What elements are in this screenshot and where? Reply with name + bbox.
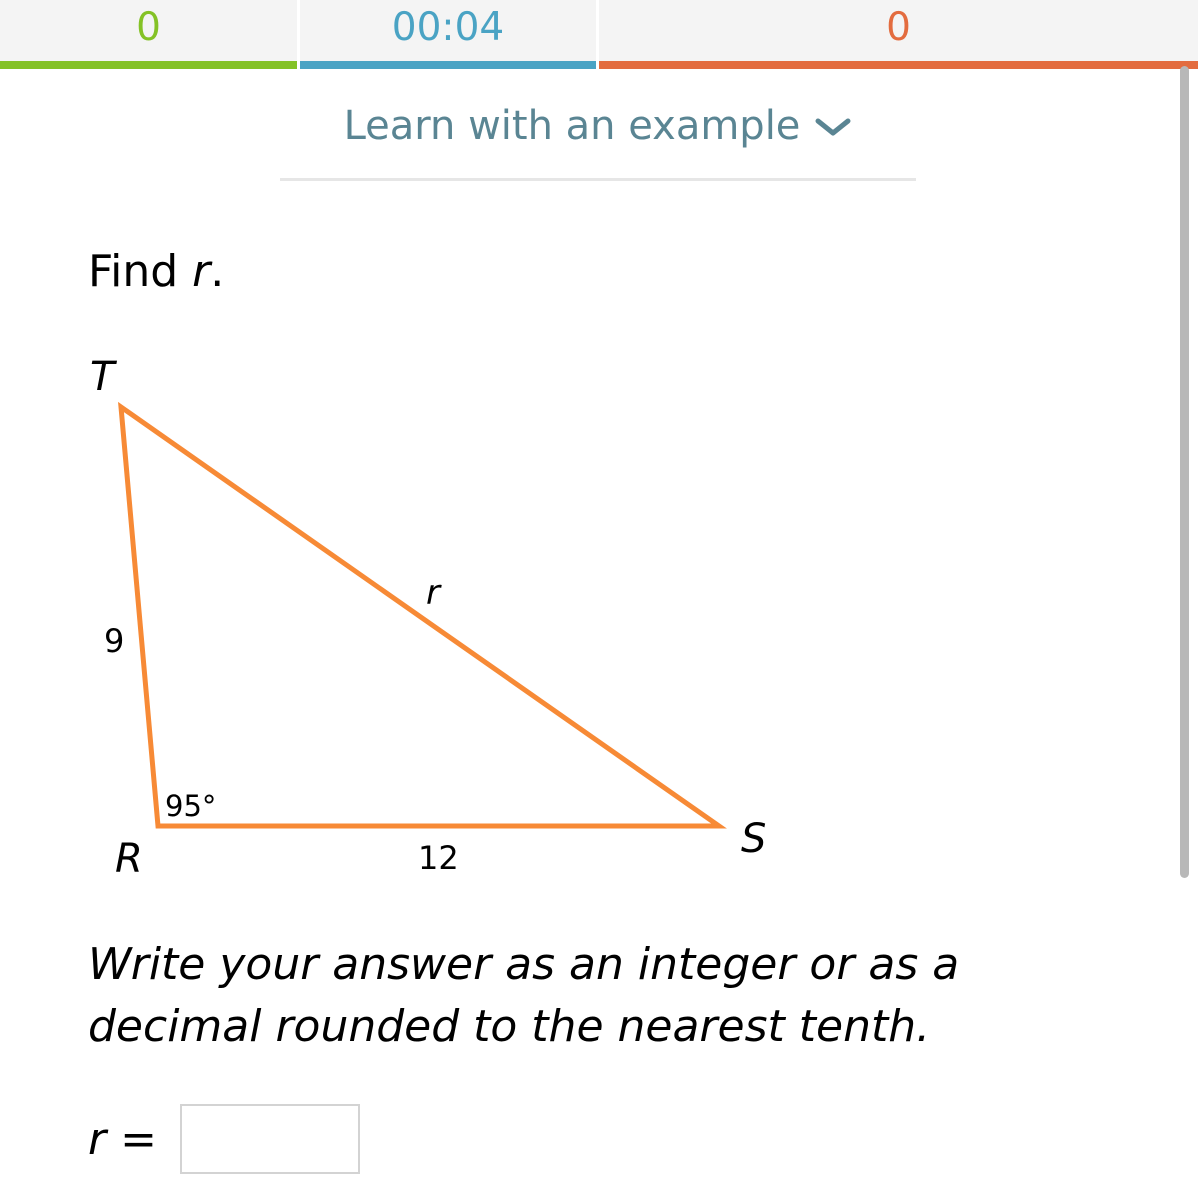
answer-input[interactable] <box>180 1104 360 1174</box>
vertex-label-t: T <box>90 354 115 400</box>
smart-score-value: 0 <box>886 5 911 50</box>
answer-instructions: Write your answer as an integer or as a decimal rounded to the nearest tenth. <box>88 939 960 1052</box>
prompt-period: . <box>210 246 225 297</box>
vertex-label-r: R <box>115 836 143 882</box>
questions-answered <box>0 0 297 69</box>
answer-equals: = <box>120 1114 157 1165</box>
question-prompt <box>88 244 224 300</box>
answer-variable: r <box>88 1114 107 1165</box>
questions-answered-bar <box>0 61 297 69</box>
time-elapsed <box>300 0 596 69</box>
learn-with-example-label: Learn with an example <box>343 103 801 149</box>
angle-label-r: 95° <box>165 789 217 823</box>
smart-score <box>599 0 1198 69</box>
side-label-rs: 12 <box>418 839 459 877</box>
chevron-down-icon <box>814 101 852 149</box>
side-label-ts: r <box>426 573 440 613</box>
learn-with-example-button[interactable] <box>280 102 916 150</box>
prompt-text: Find <box>88 246 193 297</box>
scrollbar[interactable] <box>1180 66 1189 878</box>
time-elapsed-bar <box>300 61 596 69</box>
triangle-shape <box>121 407 719 826</box>
answer-label <box>88 1112 157 1168</box>
side-label-tr: 9 <box>104 622 125 660</box>
time-elapsed-value: 00:04 <box>391 5 505 50</box>
prompt-variable: r <box>192 246 211 297</box>
vertex-label-s: S <box>741 816 767 862</box>
learn-divider <box>280 178 916 181</box>
triangle-figure <box>0 340 820 900</box>
status-bar <box>0 0 1198 69</box>
questions-answered-count: 0 <box>136 5 161 50</box>
smart-score-bar <box>599 61 1198 69</box>
